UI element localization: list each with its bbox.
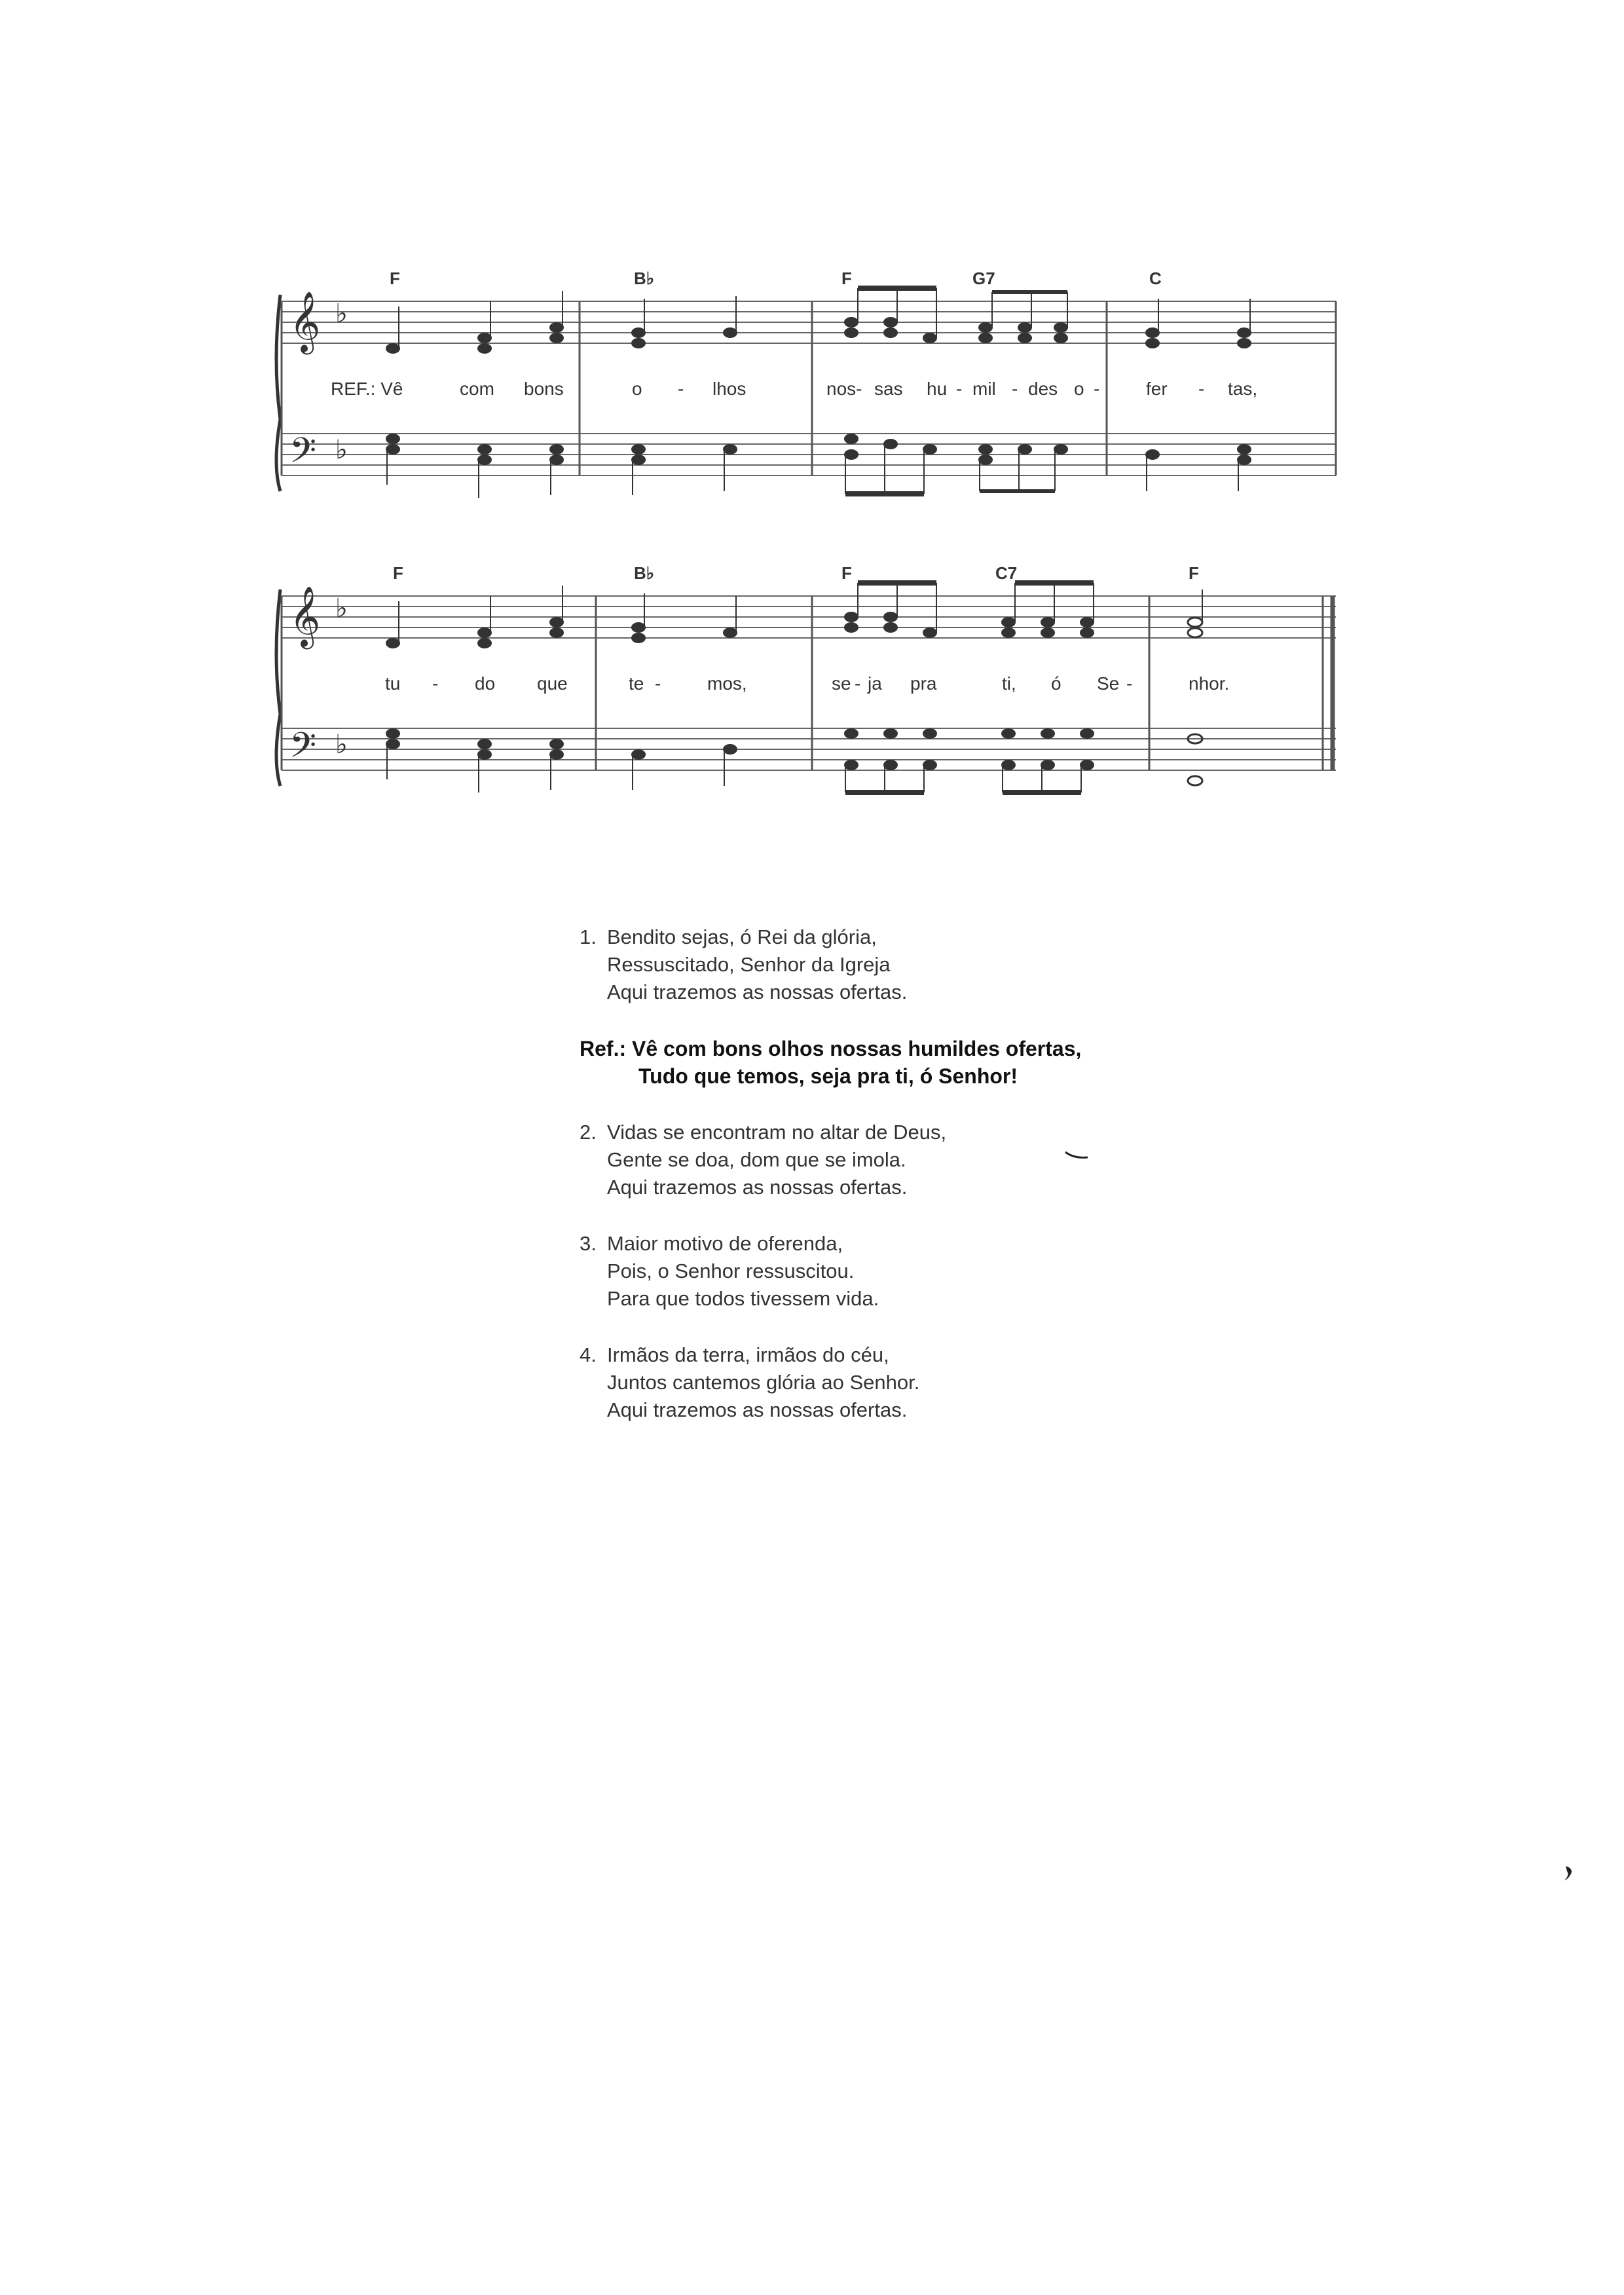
chord-symbol: F (393, 563, 403, 583)
chord-symbol: C7 (995, 563, 1018, 583)
lyric-syllable: - (1198, 379, 1205, 399)
verse-line: Para que todos tivessem vida. (607, 1287, 879, 1310)
verse-line: Aqui trazemos as nossas ofertas. (607, 1176, 908, 1199)
scan-mark (1064, 1149, 1090, 1163)
verse-line: Aqui trazemos as nossas ofertas. (607, 1398, 908, 1421)
svg-text:𝄞: 𝄞 (289, 291, 321, 352)
verse-line: Pois, o Senhor ressuscitou. (607, 1259, 855, 1282)
lyric-syllable: nos- (826, 379, 862, 399)
lyric-syllable: com (460, 379, 494, 399)
verse-3 (580, 1230, 1234, 1313)
svg-text:𝄢: 𝄢 (289, 431, 317, 479)
lyric-syllable: - (655, 673, 661, 694)
chord-symbol: G7 (972, 269, 995, 288)
lyric-syllable: tas, (1228, 379, 1258, 399)
lyric-syllable: - (855, 673, 861, 694)
verse-line: Juntos cantemos glória ao Senhor. (607, 1371, 920, 1394)
lyric-syllable: bons (524, 379, 564, 399)
svg-text:𝄞: 𝄞 (289, 586, 321, 646)
lyric-syllable: te (629, 673, 644, 694)
lyric-syllable: - (1094, 379, 1100, 399)
lyric-syllable: mos, (707, 673, 747, 694)
lyric-syllable: o (632, 379, 642, 399)
lyric-syllable: ja (868, 673, 882, 694)
lyric-syllable: REF.: Vê (331, 379, 403, 399)
verse-line: Vidas se encontram no altar de Deus, (607, 1121, 947, 1144)
svg-text:♭: ♭ (335, 730, 348, 760)
chord-symbol: C (1149, 269, 1162, 288)
verse-number: 4. (580, 1343, 597, 1366)
lyric-syllable: ti, (1002, 673, 1016, 694)
lyric-syllable: pra (910, 673, 937, 694)
verse-line: Gente se doa, dom que se imola. (607, 1148, 906, 1171)
lyric-syllable: fer (1146, 379, 1168, 399)
svg-text:♭: ♭ (335, 299, 348, 329)
lyric-syllable: - (956, 379, 963, 399)
chord-symbol: B♭ (634, 563, 655, 583)
chord-symbol: B♭ (634, 269, 655, 288)
verse-1 (580, 924, 1234, 1006)
lyric-syllable: lhos (712, 379, 747, 399)
verse-line: Ressuscitado, Senhor da Igreja (607, 953, 891, 976)
refrain-line: Ref.: Vê com bons olhos nossas humildes ofertas, (580, 1037, 1082, 1060)
lyric-syllable: - (678, 379, 684, 399)
verse-number: 1. (580, 925, 597, 948)
music-system-2 (275, 557, 1349, 806)
lyric-syllable: tu (385, 673, 401, 694)
lyric-syllable: - (1012, 379, 1018, 399)
music-system-1 (275, 262, 1349, 511)
verse-4 (580, 1341, 1234, 1424)
svg-text:♭: ♭ (335, 593, 348, 624)
verse-line: Aqui trazemos as nossas ofertas. (607, 980, 908, 1003)
verse-number: 3. (580, 1232, 597, 1255)
verse-line: Irmãos da terra, irmãos do céu, (607, 1343, 889, 1366)
lyric-syllable: mil (972, 379, 996, 399)
lyric-syllable: nhor. (1189, 673, 1230, 694)
verse-number: 2. (580, 1121, 597, 1144)
lyric-syllable: - (432, 673, 439, 694)
lyric-syllable: hu (927, 379, 948, 399)
refrain-line: Tudo que temos, seja pra ti, ó Senhor! (638, 1064, 1018, 1088)
refrain (580, 1035, 1234, 1090)
lyric-syllable: que (537, 673, 568, 694)
lyrics-text-block (580, 924, 1234, 1453)
verse-2 (580, 1119, 1234, 1201)
chord-symbol: F (841, 563, 852, 583)
chord-symbol: F (1189, 563, 1199, 583)
chord-symbol: F (390, 269, 400, 288)
lyric-syllable: Se (1097, 673, 1120, 694)
staff-notation-1 (275, 262, 1349, 511)
lyric-syllable: do (475, 673, 496, 694)
lyric-syllable: ó (1051, 673, 1061, 694)
scan-mark (1562, 1863, 1578, 1883)
chord-symbol: F (841, 269, 852, 288)
verse-line: Bendito sejas, ó Rei da glória, (607, 925, 877, 948)
lyric-syllable: - (1126, 673, 1133, 694)
svg-text:♭: ♭ (335, 435, 348, 465)
verse-line: Maior motivo de oferenda, (607, 1232, 843, 1255)
lyric-syllable: sas (874, 379, 903, 399)
svg-text:𝄢: 𝄢 (289, 726, 317, 774)
lyric-syllable: des (1028, 379, 1058, 399)
lyric-syllable: o (1074, 379, 1084, 399)
lyric-syllable: se (832, 673, 851, 694)
